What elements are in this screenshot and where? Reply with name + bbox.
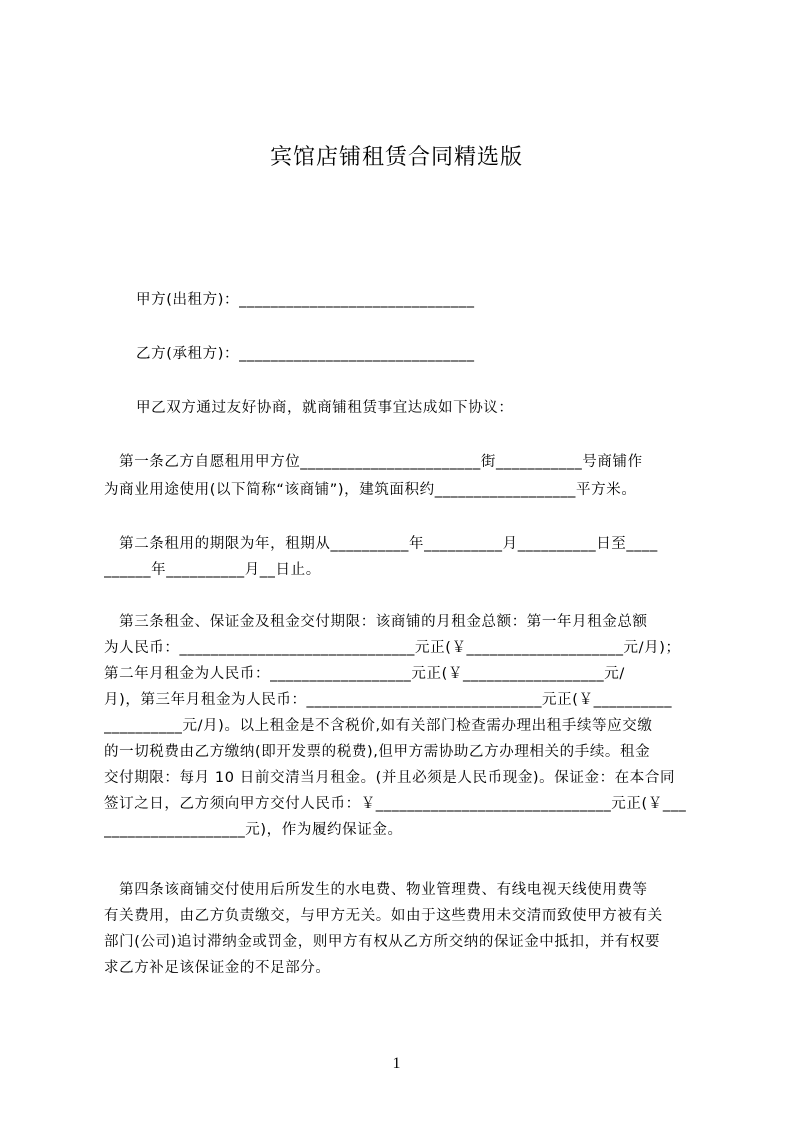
article-3-line-6: 的一切税费由乙方缴纳(即开发票的税费),但甲方需协助乙方办理相关的手续。租金 <box>104 744 651 760</box>
article-3-line-2: 为人民币：______________________________元正(￥____________________元/月)； <box>104 640 681 656</box>
article-3-line-4: 月)，第三年月租金为人民币：______________________________元正(￥__________ <box>104 692 673 708</box>
article-3-line-9: __________________元)，作为履约保证金。 <box>104 822 403 838</box>
article-2-line-1: 第二条租用的期限为年，租期从__________年__________月__________日至____ <box>104 536 658 552</box>
article-4-line-4: 求乙方补足该保证金的不足部分。 <box>104 960 331 976</box>
article-1-line-1: 第一条乙方自愿租用甲方位_______________________街___________号商铺作 <box>104 454 643 470</box>
article-3-line-7: 交付期限：每月 10 日前交清当月租金。(并且必须是人民币现金)。保证金：在本合同 <box>104 770 676 786</box>
article-3-line-3: 第二年月租金为人民币：__________________元正(￥__________________元/ <box>104 666 625 682</box>
article-1-line-2: 为商业用途使用(以下简称“该商铺”)，建筑面积约__________________平方米。 <box>104 482 637 498</box>
article-3-line-5: __________元/月)。以上租金是不含税价,如有关部门检查需办理出租手续等应交缴 <box>104 718 653 734</box>
document-body <box>104 0 697 1000</box>
document-title: 宾馆店铺租赁合同精选版 <box>269 145 523 170</box>
intro-line: 甲乙双方通过友好协商，就商铺租赁事宜达成如下协议： <box>136 400 514 416</box>
article-3-line-8: 签订之日，乙方须向甲方交付人民币：￥______________________________元正(￥___ <box>104 796 687 812</box>
article-3-line-1: 第三条租金、保证金及租金交付期限：该商铺的月租金总额：第一年月租金总额 <box>104 614 648 630</box>
article-4-line-1: 第四条该商铺交付使用后所发生的水电费、物业管理费、有线电视天线使用费等 <box>104 882 648 898</box>
page-number: 1 <box>392 1055 401 1072</box>
article-4-line-3: 部门(公司)追讨滞纳金或罚金，则甲方有权从乙方所交纳的保证金中抵扣，并有权要 <box>104 934 661 950</box>
party-a-line: 甲方(出租方)：______________________________ <box>136 292 475 308</box>
party-b-line: 乙方(承租方)：______________________________ <box>136 346 475 362</box>
article-4-line-2: 有关费用，由乙方负责缴交，与甲方无关。如由于这些费用未交清而致使甲方被有关 <box>104 908 663 924</box>
article-2-line-2: ______年__________月__日止。 <box>104 562 321 578</box>
